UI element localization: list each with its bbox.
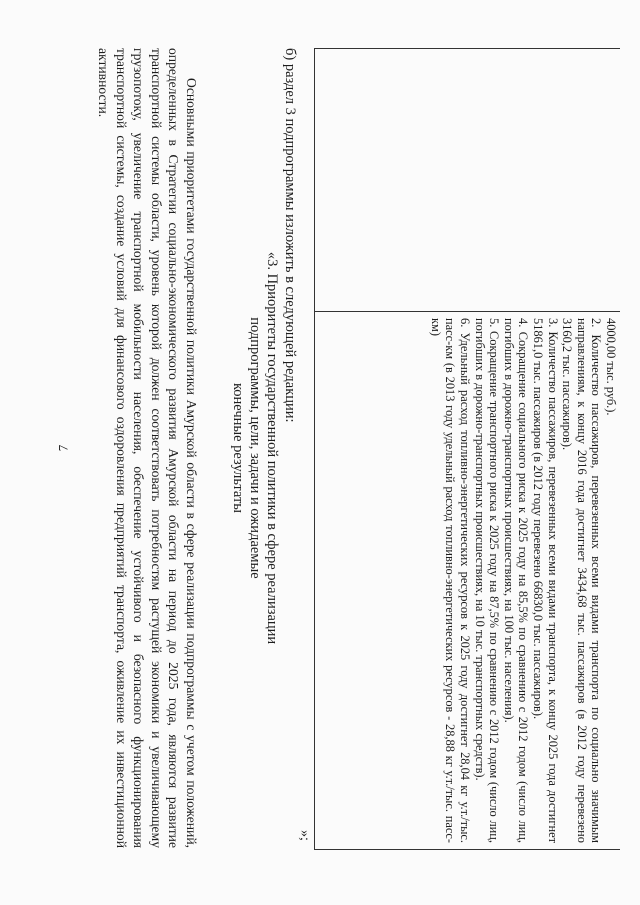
body-paragraph: Основными приоритетами государственной политики Амурской области в сфере реализации подпрограммы с учетом положений, определенных в Стратегии социально-экономического развития Амурской области на период до 2025 года, являются развитие транспортной системы области, уровень которой должен соответствовать потребностям растущей экономики и увеличивающему грузопотоку, увеличение транспортной мобильности населения, обеспечение устойчивого и безопасного функционирования транспортной системы, создание условий для финансового оздоровления предприятий транспорта, оживление их инвестиционной активности.	[96, 48, 199, 848]
heading-line: конечные результаты	[230, 382, 246, 514]
table-row: 4000,00 тыс. руб.).	[604, 318, 618, 416]
page-number: 7	[55, 444, 71, 452]
table-right-column	[315, 312, 620, 849]
rotated-content	[60, 48, 620, 850]
closing-mark: »;	[297, 830, 312, 841]
table-row: 5. Сокращение транспортного риска к 2025 году на 87,5% по сравнению с 2012 годом (число лиц, погибших в дорожно-транспортных происшествиях, на 10 тыс. транспортных средств).	[472, 318, 502, 843]
heading-line: подпрограммы, цели, задачи и ожидаемые	[247, 317, 263, 579]
amendment-item-b: б) раздел 3 подпрограммы изложить в следующей редакции:	[282, 48, 298, 423]
table-row: 4. Сокращение социального риска к 2025 году на 85,5% по сравнению с 2012 годом (число лиц, погибших в дорожно-транспортных происшествиях, на 100 тыс. населения).	[501, 318, 531, 843]
heading-line: «3. Приоритеты государственной политики в сфере реализации	[264, 251, 280, 645]
table-left-column	[315, 49, 620, 312]
indicators-table	[314, 48, 620, 850]
table-row: 2. Количество пассажиров, перевезенных всеми видами транспорта по социально значимым направлениям, к концу 2016 года достигнет 3434,68 тыс. пассажиров (в 2012 году перевезено 3160,2 тыс. пассажиров).	[560, 318, 604, 843]
table-row: 6. Удельный расход топливно-энергетических ресурсов к 2025 году достигнет 28,04 кг у.т./тыс. пасс-км (в 2013 году удельный расход топливно-энергетических ресурсов - 28,88 кг у.т./тыс. пасс-км)	[428, 318, 473, 843]
table-row: 3. Количество пассажиров, перевезенных всеми видами транспорта, к концу 2025 года достигнет 51861,0 тыс. пассажиров (в 2012 году перевезено 66830,0 тыс. пассажиров).	[531, 318, 560, 843]
section-heading	[229, 48, 280, 848]
